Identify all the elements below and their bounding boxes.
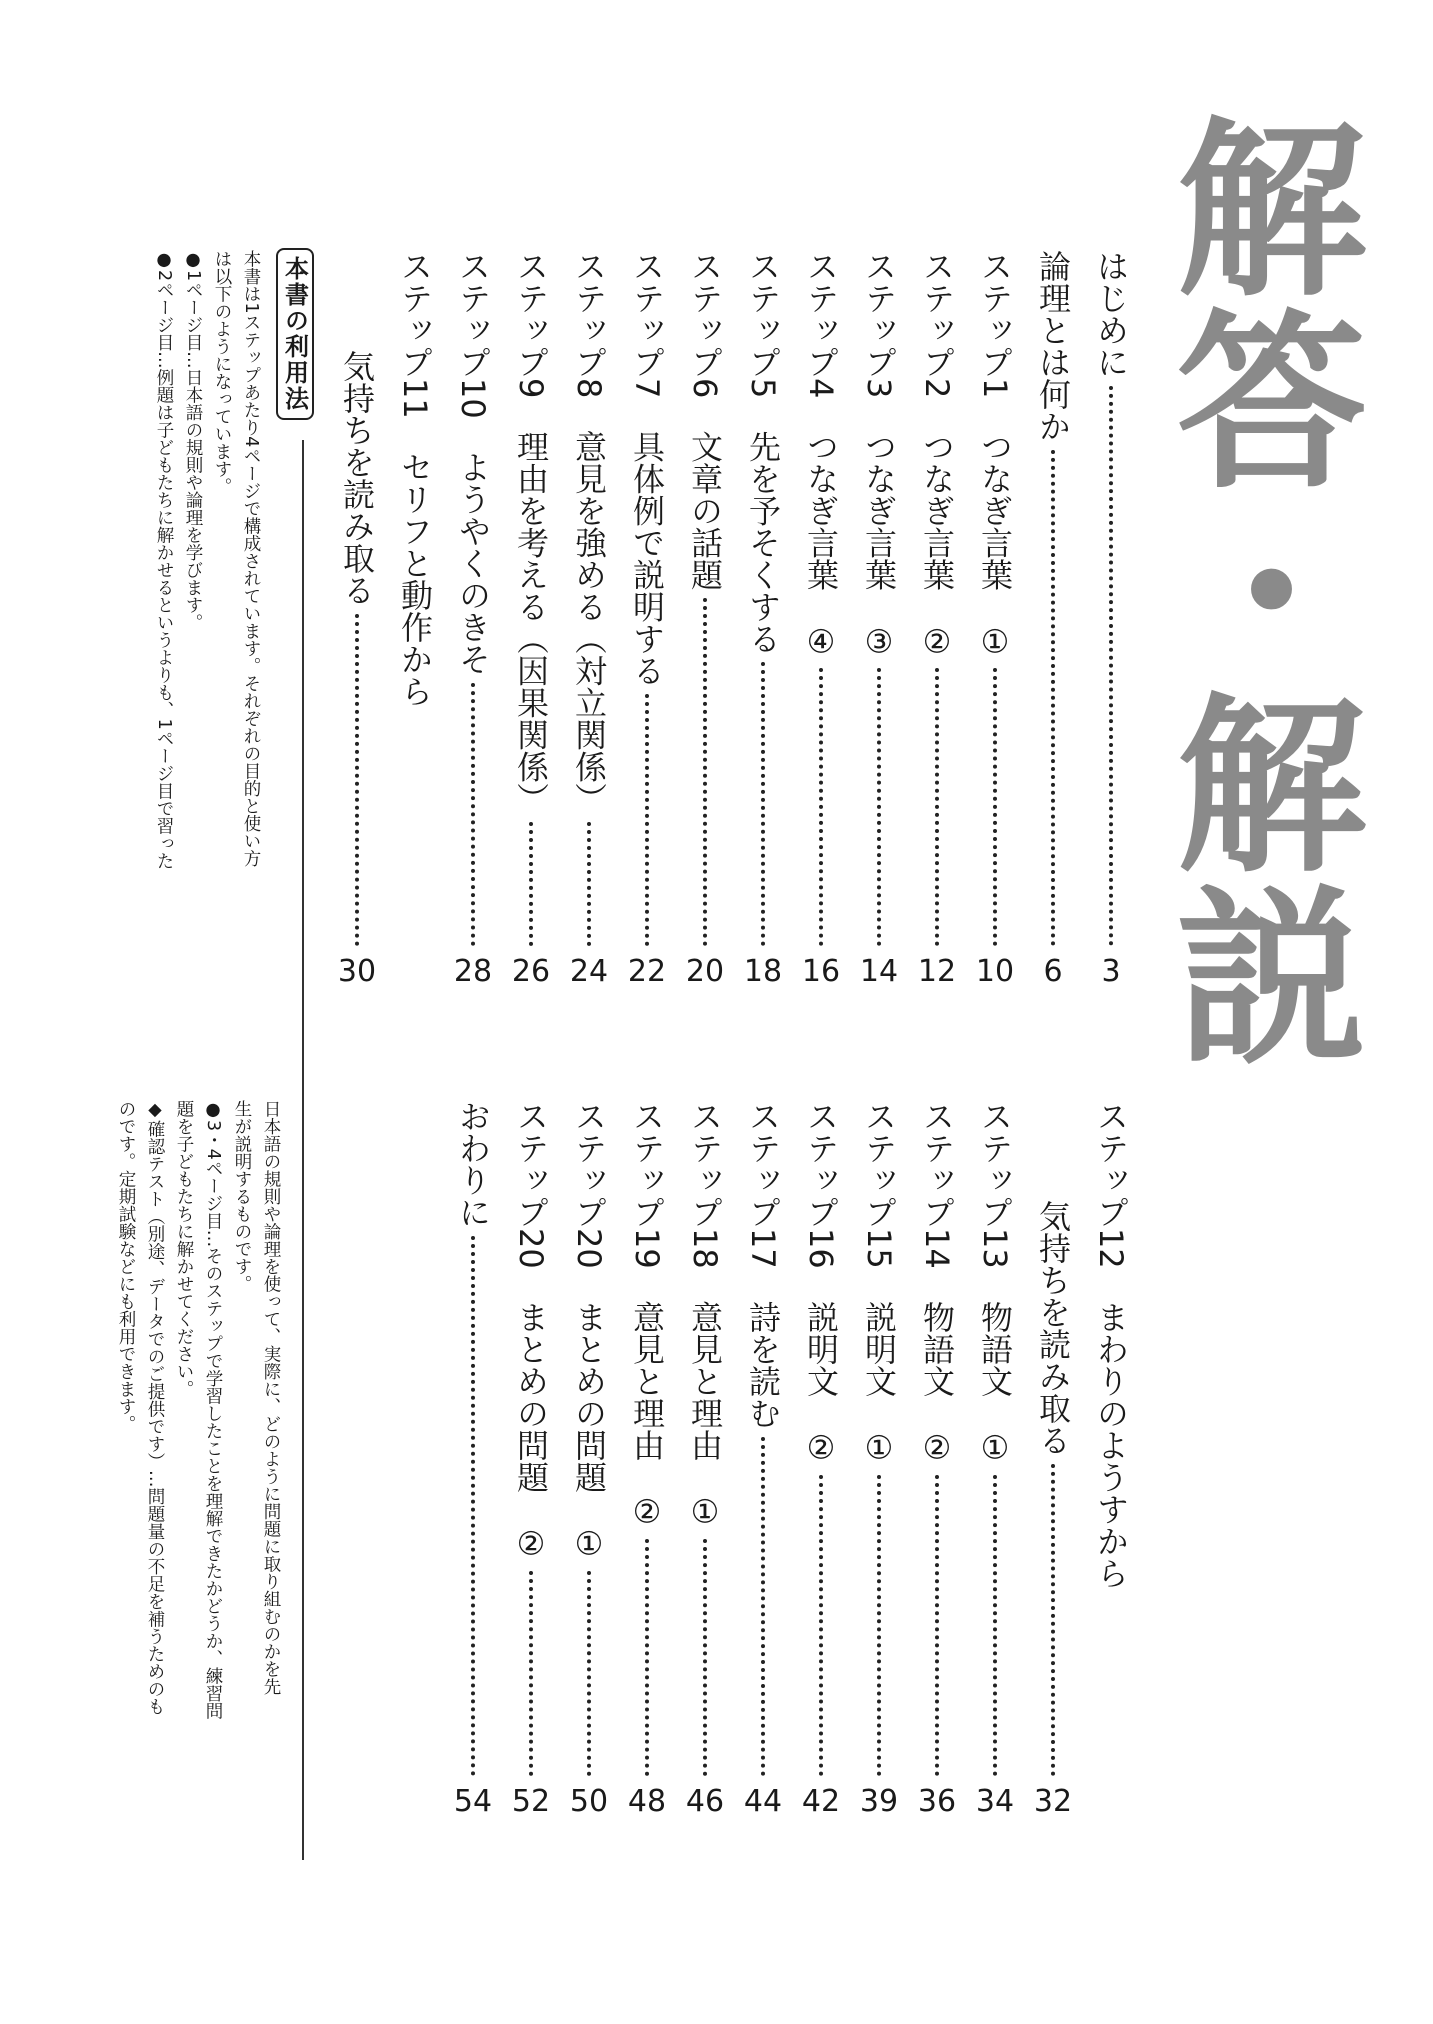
toc-entry[interactable]: ステップ12 まわりのようすから (1092, 1100, 1130, 1589)
toc-entry[interactable]: ステップ9 理由を考える（因果関係） 26 (511, 250, 551, 989)
toc-entry[interactable]: ステップ8 意見を強める（対立関係） 24 (569, 250, 609, 989)
toc-entry-continuation[interactable]: 気持ちを読み取る 30 (337, 350, 377, 989)
toc-entry-continuation[interactable]: 気持ちを読み取る 32 (1033, 1200, 1073, 1819)
toc-entry[interactable]: ステップ20 まとめの問題 ① 50 (569, 1100, 609, 1819)
toc-entry[interactable]: ステップ11 セリフと動作から (396, 250, 434, 707)
usage-text: ●1ページ目…日本語の規則や論理を学びます。 (183, 250, 203, 632)
usage-text: 題を子どもたちに解かせてください。 (174, 1100, 194, 1398)
toc-entry[interactable]: ステップ13 物語文 ① 34 (975, 1100, 1015, 1819)
usage-notes-part-1 (95, 250, 265, 1030)
toc-entry[interactable]: ステップ15 説明文 ① 39 (859, 1100, 899, 1819)
toc-entry[interactable]: ステップ20 まとめの問題 ② 52 (511, 1100, 551, 1819)
toc-entry[interactable]: おわりに 54 (453, 1100, 493, 1819)
toc-entry[interactable]: ステップ3 つなぎ言葉 ③ 14 (859, 250, 899, 989)
table-of-contents-part-2 (430, 1100, 1140, 1820)
toc-entry[interactable]: ステップ17 詩を読む 44 (743, 1100, 783, 1819)
usage-text: ●2ページ目…例題は子どもたちに解かせるというよりも、1ページ目で習った (154, 250, 174, 870)
usage-text: は以下のようになっています。 (212, 250, 232, 495)
toc-entry[interactable]: 論理とは何か 6 (1034, 250, 1072, 989)
usage-notes-part-2 (95, 1100, 285, 1860)
toc-entry[interactable]: ステップ19 意見と理由 ② 48 (627, 1100, 667, 1819)
toc-entry[interactable]: ステップ5 先を予そくする 18 (743, 250, 783, 989)
usage-text: のです。定期試験などにも利用できます。 (116, 1100, 136, 1433)
toc-entry[interactable]: ステップ16 説明文 ② 42 (801, 1100, 841, 1819)
usage-text: ◆確認テスト（別途、データでのご提供です）…問題量の不足を補うためのも (145, 1100, 165, 1715)
table-of-contents-part-1 (320, 250, 1140, 990)
page-title: 解答・解説 (1145, 110, 1366, 1070)
toc-entry[interactable]: ステップ14 物語文 ② 36 (917, 1100, 957, 1819)
toc-entry[interactable]: ステップ10 ようやくのきそ 28 (453, 250, 493, 989)
usage-text: 日本語の規則や論理を使って、実際に、どのように問題に取り組むのかを先 (261, 1100, 281, 1695)
toc-entry[interactable]: ステップ2 つなぎ言葉 ② 12 (917, 250, 957, 989)
toc-entry[interactable]: ステップ6 文章の話題 20 (685, 250, 725, 989)
toc-entry[interactable]: ステップ4 つなぎ言葉 ④ 16 (801, 250, 841, 989)
toc-entry[interactable]: はじめに 3 (1092, 250, 1130, 989)
usage-text: 本書は1ステップあたり4ページで構成されています。それぞれの目的と使い方 (241, 250, 261, 868)
section-divider (302, 440, 304, 1860)
usage-heading: 本書の利用法 (276, 248, 314, 420)
toc-entry[interactable]: ステップ18 意見と理由 ① 46 (685, 1100, 725, 1819)
usage-text: 生が説明するものです。 (232, 1100, 252, 1293)
toc-entry[interactable]: ステップ7 具体例で説明する 22 (627, 250, 667, 989)
usage-text: ●3・4ページ目…そのステップで学習したことを理解できたかどうか、練習問 (203, 1100, 223, 1720)
toc-entry[interactable]: ステップ1 つなぎ言葉 ① 10 (975, 250, 1015, 989)
